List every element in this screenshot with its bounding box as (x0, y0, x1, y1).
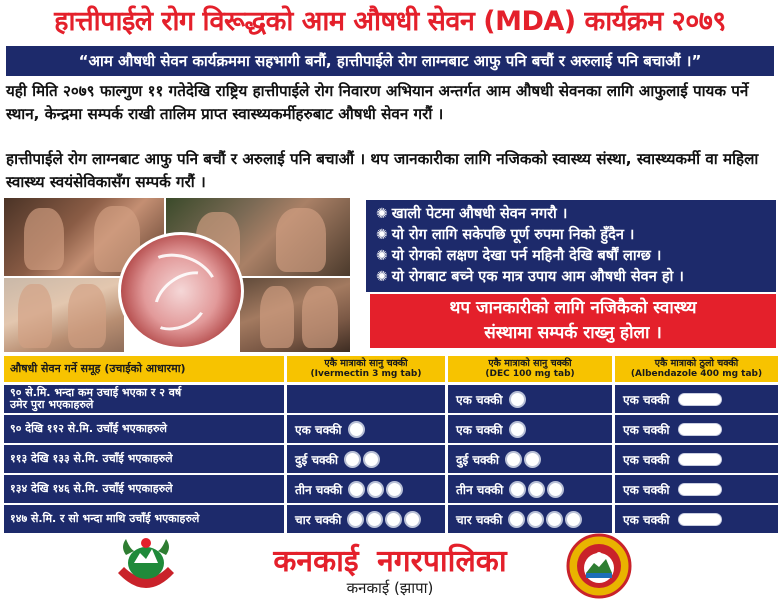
ivermectin-dose-cell (287, 445, 445, 473)
fact-text: यो रोगको लक्षण देखा पर्न महिनौ देखि बर्षौं लाग्छ । (391, 248, 662, 264)
albendazole-dose-cell (615, 385, 778, 413)
dose-count-label: चार चक्की (295, 512, 342, 527)
municipality-name: कनकाई नगरपालिका (273, 544, 507, 579)
height-group-text: ९० से.मि. भन्दा कम उचाई भएका र २ वर्ष (10, 386, 182, 399)
filarial-worm-micrograph (118, 232, 244, 350)
small-tablet-icon (367, 481, 384, 498)
large-tablet-icon (678, 453, 722, 466)
height-group-text: ११३ देखि १३३ से.मि. उचाँई भएकाहरुले (10, 452, 173, 465)
tablet-icons (505, 451, 543, 468)
dose-count-label: एक चक्की (623, 422, 670, 437)
small-tablet-icon (386, 481, 403, 498)
advice-paragraph: हात्तीपाईले रोग लाग्नबाट आफु पनि बचौं र अरुलाई पनि बचाऔं । थप जानकारीका लागि नजिकको स्वास्थ्य संस्था, स्वास्थ्यकर्मी वा महिला स्वास्थ्य स्वयंसेविकासँग सम्पर्क गरौं । (6, 150, 759, 191)
table-row (4, 475, 778, 503)
contact-line-1: थप जानकारीको लागि नजिकैको स्वास्थ्य (449, 298, 697, 318)
small-tablet-icon (348, 421, 365, 438)
tablet-icons (348, 421, 367, 438)
fact-item (376, 204, 766, 225)
drug-dose-label: एकै मात्राको ठुलो चक्की (654, 358, 739, 369)
height-group-text: १३४ देखि १४६ से.मि. उचाँई भएकाहरुले (10, 482, 173, 495)
height-group-text: १४७ से.मि. र सो भन्दा माथि उचाँई भएकाहरुले (10, 512, 200, 525)
tablet-icons (508, 511, 584, 528)
slogan-banner: “आम औषधी सेवन कार्यक्रममा सहभागी बनौं, हात्तीपाईले रोग लाग्नबाट आफु पनि बचौं र अरुलाई पनि बचाऔं ।” (6, 46, 774, 76)
dec-dose-cell (448, 505, 612, 533)
virus-star-icon: ✺ (376, 227, 388, 243)
small-tablet-icon (528, 481, 545, 498)
dose-count-label: एक चक्की (623, 392, 670, 407)
virus-star-icon: ✺ (376, 206, 388, 222)
ivermectin-dose-cell (287, 505, 445, 533)
fact-text: यो रोगबाट बच्ने एक मात्र उपाय आम औषधी सेवन हो । (391, 269, 684, 285)
large-tablet-icon (678, 393, 722, 406)
height-group-cell (4, 415, 284, 443)
drug-dose-label: एकै मात्राको सानु चक्की (324, 358, 408, 369)
dec-dose-cell (448, 475, 612, 503)
fact-text: यो रोग लागि सकेपछि पूर्ण रुपमा निको हुँदैन । (391, 227, 635, 243)
dose-count-label: दुई चक्की (456, 452, 499, 467)
ivermectin-column-header (287, 356, 445, 382)
table-row (4, 415, 778, 443)
albendazole-dose-cell (615, 475, 778, 503)
ivermectin-dose-cell (287, 475, 445, 503)
dec-column-header (448, 356, 612, 382)
dose-count-label: एक चक्की (623, 482, 670, 497)
small-tablet-icon (509, 391, 526, 408)
small-tablet-icon (547, 481, 564, 498)
dec-dose-cell (448, 445, 612, 473)
small-tablet-icon (509, 481, 526, 498)
height-group-cell (4, 475, 284, 503)
small-tablet-icon (505, 451, 522, 468)
contact-banner (370, 294, 776, 348)
tablet-icons (509, 421, 528, 438)
small-tablet-icon (404, 511, 421, 528)
large-tablet-icon (678, 513, 722, 526)
tablet-icons (344, 451, 382, 468)
tablet-icons (348, 481, 405, 498)
height-group-text-line2: उमेर पुरा भएकाहरुले (10, 398, 94, 411)
dose-count-label: एक चक्की (295, 422, 342, 437)
fact-item (376, 246, 766, 267)
poster-title: हात्तीपाईले रोग विरूद्धको आम औषधी सेवन (MDA) कार्यक्रम २०७९ (54, 6, 726, 37)
tablet-icons (509, 391, 528, 408)
small-tablet-icon (344, 451, 361, 468)
albendazole-dose-cell (615, 415, 778, 443)
ivermectin-dose-cell (287, 385, 445, 413)
tablet-icons (347, 511, 423, 528)
albendazole-column-header (615, 356, 778, 382)
key-facts-panel (366, 200, 776, 292)
small-tablet-icon (363, 451, 380, 468)
municipality-location: कनकाई (झापा) (346, 579, 434, 597)
dose-count-label: दुई चक्की (295, 452, 338, 467)
small-tablet-icon (527, 511, 544, 528)
virus-star-icon: ✺ (376, 248, 388, 264)
dose-count-label: तीन चक्की (456, 482, 504, 497)
contact-line-2: संस्थामा सम्पर्क राख्नु होला । (484, 323, 662, 343)
dose-count-label: चार चक्की (456, 512, 503, 527)
table-row (4, 505, 778, 533)
fact-item (376, 267, 766, 288)
small-tablet-icon (347, 511, 364, 528)
small-tablet-icon (565, 511, 582, 528)
small-tablet-icon (524, 451, 541, 468)
group-column-header: औषधी सेवन गर्ने समूह (उचाईको आधारमा) (4, 356, 284, 382)
dose-count-label: एक चक्की (456, 422, 503, 437)
dec-dose-cell (448, 385, 612, 413)
drug-name: (Albendazole 400 mg tab) (630, 369, 763, 379)
swollen-legs-photo-3 (4, 278, 124, 352)
small-tablet-icon (348, 481, 365, 498)
small-tablet-icon (546, 511, 563, 528)
dose-count-label: एक चक्की (623, 512, 670, 527)
kankai-municipality-seal-icon (566, 533, 632, 599)
height-group-cell (4, 505, 284, 533)
fact-item (376, 225, 766, 246)
drug-dose-label: एकै मात्राको सानु चक्की (488, 358, 572, 369)
virus-star-icon: ✺ (376, 269, 388, 285)
drug-name: (DEC 100 mg tab) (485, 369, 575, 379)
swollen-legs-photo-4 (240, 278, 350, 352)
fact-text: खाली पेटमा औषधी सेवन नगरौ । (391, 206, 568, 222)
intro-paragraph: यही मिति २०७९ फाल्गुण ११ गतेदेखि राष्ट्रिय हात्तीपाईले रोग निवारण अभियान अन्तर्गत आम औषधी सेवनका लागि आफुलाई पायक पर्ने स्थान, केन्द्रमा सम्पर्क राखी तालिम प्राप्त स्वास्थ्यकर्मीहरुबाट औषधी सेवन गरौं । (6, 82, 749, 123)
dose-count-label: एक चक्की (456, 392, 503, 407)
small-tablet-icon (508, 511, 525, 528)
dec-dose-cell (448, 415, 612, 443)
small-tablet-icon (385, 511, 402, 528)
small-tablet-icon (366, 511, 383, 528)
dosage-table (4, 356, 778, 535)
height-group-cell (4, 445, 284, 473)
ivermectin-dose-cell (287, 415, 445, 443)
drug-name: (Ivermectin 3 mg tab) (310, 369, 422, 379)
large-tablet-icon (678, 423, 722, 436)
table-body (4, 385, 778, 533)
height-group-text: ९० देखि ११२ से.मि. उचाँई भएकाहरुले (10, 422, 167, 435)
table-row (4, 445, 778, 473)
large-tablet-icon (678, 483, 722, 496)
table-header-row (4, 356, 778, 382)
dose-count-label: तीन चक्की (295, 482, 343, 497)
height-group-cell (4, 385, 284, 413)
table-row (4, 385, 778, 413)
albendazole-dose-cell (615, 505, 778, 533)
dose-count-label: एक चक्की (623, 452, 670, 467)
albendazole-dose-cell (615, 445, 778, 473)
small-tablet-icon (509, 421, 526, 438)
tablet-icons (509, 481, 566, 498)
